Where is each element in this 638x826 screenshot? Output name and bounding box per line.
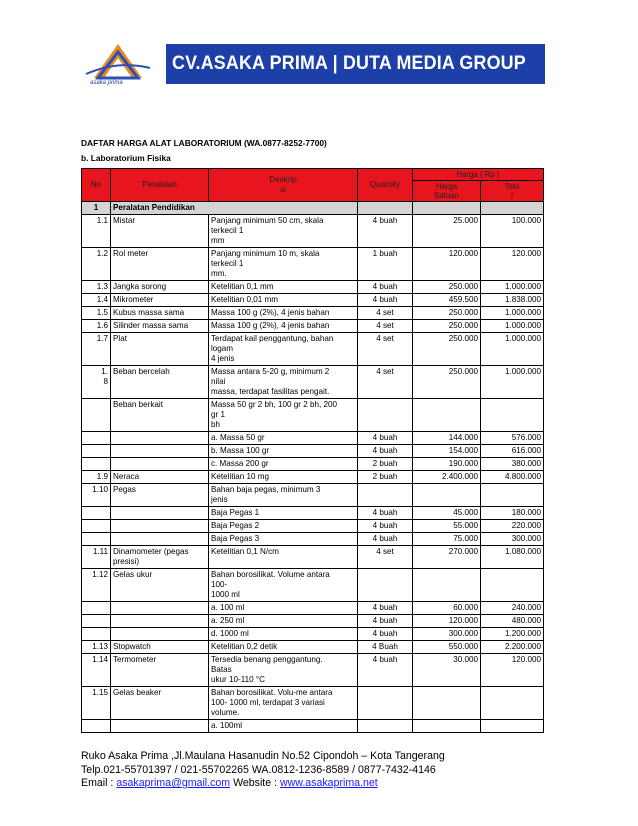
col-header-harga-satuan: Harga Satuan (413, 181, 481, 202)
row-qty: 4 buah (358, 602, 413, 615)
col-header-no: No (82, 169, 111, 202)
table-row (82, 333, 544, 366)
row-total: 616.000 (481, 445, 544, 458)
row-desc (209, 641, 358, 654)
row-qty: 4 buah (358, 294, 413, 307)
row-desc (209, 458, 358, 471)
desc-line: 1000 ml (211, 590, 240, 599)
row-total: 180.000 (481, 507, 544, 520)
row-item: Plat (111, 333, 209, 366)
row-no (82, 520, 111, 533)
desc-line: Baja Pegas 3 (211, 534, 260, 543)
row-total: 380.000 (481, 458, 544, 471)
row-price: 154.000 (413, 445, 481, 458)
row-item: Neraca (111, 471, 209, 484)
row-total: 4.800.000 (481, 471, 544, 484)
desc-line: Bahan baja pegas, minimum 3 (211, 485, 321, 494)
row-total: 220.000 (481, 520, 544, 533)
row-total: 480.000 (481, 615, 544, 628)
table-row (82, 533, 544, 546)
row-desc (209, 720, 358, 733)
row-no (82, 628, 111, 641)
row-qty: 4 buah (358, 507, 413, 520)
row-desc (209, 366, 358, 399)
row-item: Mikrometer (111, 294, 209, 307)
row-price (413, 569, 481, 602)
row-no: 1.5 (82, 307, 111, 320)
row-desc (209, 533, 358, 546)
row-desc (209, 307, 358, 320)
row-item (111, 507, 209, 520)
row-desc (209, 507, 358, 520)
row-qty: 1 buah (358, 248, 413, 281)
footer-phone: Telp.021-55701397 / 021-55702265 WA.0812-1236-8589 / 0877-7432-4146 (81, 763, 436, 776)
desc-line: Bahan borosilikat. Volu-me antara (211, 688, 333, 697)
row-item (111, 432, 209, 445)
row-item: Rol meter (111, 248, 209, 281)
desc-line: Panjang minimum 10 m, skala (211, 249, 320, 258)
row-desc (209, 294, 358, 307)
row-desc (209, 687, 358, 720)
desc-line: b. Massa 100 gr (211, 446, 270, 455)
desc-line: jenis (211, 495, 228, 504)
row-total: 1.000.000 (481, 307, 544, 320)
row-item (111, 615, 209, 628)
table-row (82, 432, 544, 445)
row-price: 550.000 (413, 641, 481, 654)
row-qty: 4 set (358, 366, 413, 399)
table-row (82, 307, 544, 320)
table-row (82, 458, 544, 471)
row-qty: 2 buah (358, 458, 413, 471)
row-item (111, 445, 209, 458)
row-price: 55.000 (413, 520, 481, 533)
row-qty: 4 Buah (358, 641, 413, 654)
group-row (82, 202, 544, 215)
table-row (82, 471, 544, 484)
table-row (82, 615, 544, 628)
row-qty: 4 buah (358, 445, 413, 458)
row-total (481, 399, 544, 432)
row-desc (209, 471, 358, 484)
footer (81, 750, 445, 791)
table-row (82, 569, 544, 602)
row-desc (209, 484, 358, 507)
row-no (82, 432, 111, 445)
row-desc (209, 602, 358, 615)
company-logo (68, 38, 166, 94)
row-desc (209, 215, 358, 248)
desc-line: Ketelitian 0,01 mm (211, 295, 279, 304)
row-qty: 4 set (358, 307, 413, 320)
row-item (111, 520, 209, 533)
row-qty: 4 buah (358, 281, 413, 294)
col-header-quantity: Quantity (358, 169, 413, 202)
row-price (413, 687, 481, 720)
row-item (111, 628, 209, 641)
desc-line: Baja Pegas 2 (211, 521, 260, 530)
row-qty: 4 buah (358, 215, 413, 248)
row-price (413, 720, 481, 733)
row-desc (209, 654, 358, 687)
row-price: 30.000 (413, 654, 481, 687)
row-item: Silinder massa sama (111, 320, 209, 333)
row-no (82, 720, 111, 733)
table-row (82, 546, 544, 569)
row-price (413, 399, 481, 432)
row-no (82, 399, 111, 432)
desc-line: Massa 100 g (2%), 4 jenis bahan (211, 308, 330, 317)
row-total: 1.080.000 (481, 546, 544, 569)
row-item (111, 720, 209, 733)
table-row (82, 248, 544, 281)
row-qty (358, 484, 413, 507)
table-row (82, 628, 544, 641)
document-subtitle: b. Laboratorium Fisika (81, 153, 171, 163)
desc-line: massa, terdapat fasilitas pengait. (211, 387, 330, 396)
row-total (481, 569, 544, 602)
company-name: CV.ASAKA PRIMA | DUTA MEDIA GROUP (172, 53, 526, 74)
website-link[interactable]: www.asakaprima.net (279, 777, 378, 790)
row-no (82, 458, 111, 471)
desc-line: a. Massa 50 gr (211, 433, 265, 442)
row-no: 1.4 (82, 294, 111, 307)
row-qty: 4 buah (358, 654, 413, 687)
row-desc (209, 569, 358, 602)
row-price: 45.000 (413, 507, 481, 520)
row-total: 120.000 (481, 654, 544, 687)
row-price: 459.500 (413, 294, 481, 307)
document-title: DAFTAR HARGA ALAT LABORATORIUM (WA.0877-8252-7700) (81, 138, 327, 148)
table-row (82, 281, 544, 294)
row-item: Beban berkait (111, 399, 209, 432)
desc-line: Massa 50 gr 2 bh, 100 gr 2 bh, 200 (211, 400, 337, 409)
row-desc (209, 546, 358, 569)
desc-line: c. Massa 200 gr (211, 459, 269, 468)
row-qty (358, 687, 413, 720)
price-table (81, 168, 544, 733)
row-item: Beban bercelah (111, 366, 209, 399)
desc-line: Batas (211, 665, 232, 674)
row-total: 576.000 (481, 432, 544, 445)
row-no (82, 615, 111, 628)
desc-line: Terdapat kail penggantung, bahan (211, 334, 334, 343)
row-desc (209, 281, 358, 294)
row-total: 1.000.000 (481, 366, 544, 399)
row-price: 300.000 (413, 628, 481, 641)
desc-line: Ketelitian 0,1 N/cm (211, 547, 279, 556)
row-qty: 4 buah (358, 615, 413, 628)
table-row (82, 366, 544, 399)
desc-line: Panjang minimum 50 cm, skala (211, 216, 324, 225)
row-item: Kubus massa sama (111, 307, 209, 320)
row-item: Termometer (111, 654, 209, 687)
row-no (82, 445, 111, 458)
row-desc (209, 320, 358, 333)
row-no: 1.14 (82, 654, 111, 687)
desc-line: bh (211, 420, 221, 429)
row-price: 250.000 (413, 366, 481, 399)
desc-line: Baja Pegas 1 (211, 508, 260, 517)
table-row (82, 520, 544, 533)
row-price: 270.000 (413, 546, 481, 569)
row-price: 120.000 (413, 615, 481, 628)
desc-line: Massa 100 g (2%), 4 jenis bahan (211, 321, 330, 330)
col-header-harga: Harga ( Rp ) (413, 169, 544, 181)
row-total: 1.000.000 (481, 320, 544, 333)
col-header-deskripsi: Deskrip si (209, 169, 358, 202)
row-item: Gelas beaker (111, 687, 209, 720)
desc-line: nilai (211, 377, 226, 386)
table-row (82, 687, 544, 720)
desc-line: d. 1000 ml (211, 629, 249, 638)
row-price: 120.000 (413, 248, 481, 281)
row-no: 1.10 (82, 484, 111, 507)
desc-line: 100- (211, 580, 228, 589)
row-qty: 4 buah (358, 533, 413, 546)
row-item (111, 533, 209, 546)
row-desc (209, 445, 358, 458)
row-price: 250.000 (413, 333, 481, 366)
desc-line: terkecil 1 (211, 259, 244, 268)
row-desc (209, 399, 358, 432)
logo-caption: asaka prima (90, 80, 123, 86)
desc-line: mm (211, 236, 225, 245)
table-row (82, 641, 544, 654)
row-item: Pegas (111, 484, 209, 507)
desc-line: 100- 1000 ml, terdapat 3 variasi (211, 698, 325, 707)
row-no: 1.15 (82, 687, 111, 720)
desc-line: volume. (211, 708, 240, 717)
row-price: 2.400.000 (413, 471, 481, 484)
website-label: Website : (230, 777, 280, 790)
row-no (82, 533, 111, 546)
desc-line: Ketelitian 0,1 mm (211, 282, 274, 291)
row-total: 1.838.000 (481, 294, 544, 307)
desc-line: ukur 10-110 °C (211, 675, 265, 684)
row-no (82, 602, 111, 615)
desc-line: Tersedia benang penggantung. (211, 655, 323, 664)
desc-line: Bahan borosilikat. Volume antara (211, 570, 330, 579)
row-no: 1.2 (82, 248, 111, 281)
row-item: Mistar (111, 215, 209, 248)
row-price: 25.000 (413, 215, 481, 248)
row-price: 144.000 (413, 432, 481, 445)
table-row (82, 215, 544, 248)
row-item (111, 458, 209, 471)
group-no: 1 (82, 202, 111, 215)
row-price: 250.000 (413, 281, 481, 294)
desc-line: terkecil 1 (211, 226, 244, 235)
row-price (413, 484, 481, 507)
table-row (82, 294, 544, 307)
desc-line: Ketelitian 0,2 detik (211, 642, 278, 651)
desc-line: 4 jenis (211, 354, 235, 363)
row-price: 250.000 (413, 307, 481, 320)
desc-line: gr 1 (211, 410, 225, 419)
row-total (481, 687, 544, 720)
table-row (82, 484, 544, 507)
row-item (111, 602, 209, 615)
row-price: 60.000 (413, 602, 481, 615)
row-qty (358, 569, 413, 602)
row-qty: 4 buah (358, 432, 413, 445)
desc-line: Ketelitian 10 mg (211, 472, 270, 481)
row-qty: 4 buah (358, 520, 413, 533)
row-item: Gelas ukur (111, 569, 209, 602)
row-qty: 4 set (358, 333, 413, 366)
row-total (481, 484, 544, 507)
row-price: 75.000 (413, 533, 481, 546)
row-item: Dinamometer (pegas presisi) (111, 546, 209, 569)
row-total: 1.000.000 (481, 333, 544, 366)
row-total: 1.000.000 (481, 281, 544, 294)
desc-line: a. 250 ml (211, 616, 245, 625)
row-no: 1.9 (82, 471, 111, 484)
row-item: Jangka sorong (111, 281, 209, 294)
table-row (82, 320, 544, 333)
table-row (82, 720, 544, 733)
desc-line: Massa antara 5-20 g, minimum 2 (211, 367, 330, 376)
row-qty (358, 720, 413, 733)
col-header-peralatan: Peralatan (111, 169, 209, 202)
row-no: 1.13 (82, 641, 111, 654)
table-row (82, 507, 544, 520)
table-row (82, 445, 544, 458)
row-desc (209, 333, 358, 366)
desc-line: logam (211, 344, 234, 353)
row-price: 250.000 (413, 320, 481, 333)
row-no: 1. 8 (82, 366, 111, 399)
desc-line: mm. (211, 269, 227, 278)
row-total: 120.000 (481, 248, 544, 281)
footer-address: Ruko Asaka Prima ,Jl.Maulana Hasanudin No.52 Cipondoh – Kota Tangerang (81, 750, 445, 762)
row-no: 1.6 (82, 320, 111, 333)
row-desc (209, 628, 358, 641)
footer-contact (81, 777, 445, 791)
email-label: Email : (81, 777, 117, 790)
row-price: 190.000 (413, 458, 481, 471)
row-total: 100.000 (481, 215, 544, 248)
row-desc (209, 615, 358, 628)
row-qty: 2 buah (358, 471, 413, 484)
row-no: 1.11 (82, 546, 111, 569)
row-desc (209, 248, 358, 281)
desc-line: a. 100 ml (211, 603, 245, 612)
row-no: 1.7 (82, 333, 111, 366)
row-no: 1.1 (82, 215, 111, 248)
table-row (82, 654, 544, 687)
row-total: 300.000 (481, 533, 544, 546)
row-desc (209, 520, 358, 533)
row-qty: 4 set (358, 546, 413, 569)
table-row (82, 602, 544, 615)
row-total: 240.000 (481, 602, 544, 615)
row-no: 1.3 (82, 281, 111, 294)
row-desc (209, 432, 358, 445)
row-qty: 4 buah (358, 628, 413, 641)
col-header-total: Tota l (481, 181, 544, 202)
company-banner (166, 44, 545, 84)
row-item: Stopwatch (111, 641, 209, 654)
row-no (82, 507, 111, 520)
row-total: 2.200.000 (481, 641, 544, 654)
row-total (481, 720, 544, 733)
row-no: 1.12 (82, 569, 111, 602)
group-name: Peralatan Pendidikan (111, 202, 358, 215)
row-qty (358, 399, 413, 432)
letterhead (68, 38, 545, 94)
row-qty: 4 set (358, 320, 413, 333)
desc-line: a. 100ml (211, 721, 243, 730)
email-link[interactable]: asakaprima@gmail.com (116, 777, 231, 790)
table-row (82, 399, 544, 432)
row-total: 1.200.000 (481, 628, 544, 641)
